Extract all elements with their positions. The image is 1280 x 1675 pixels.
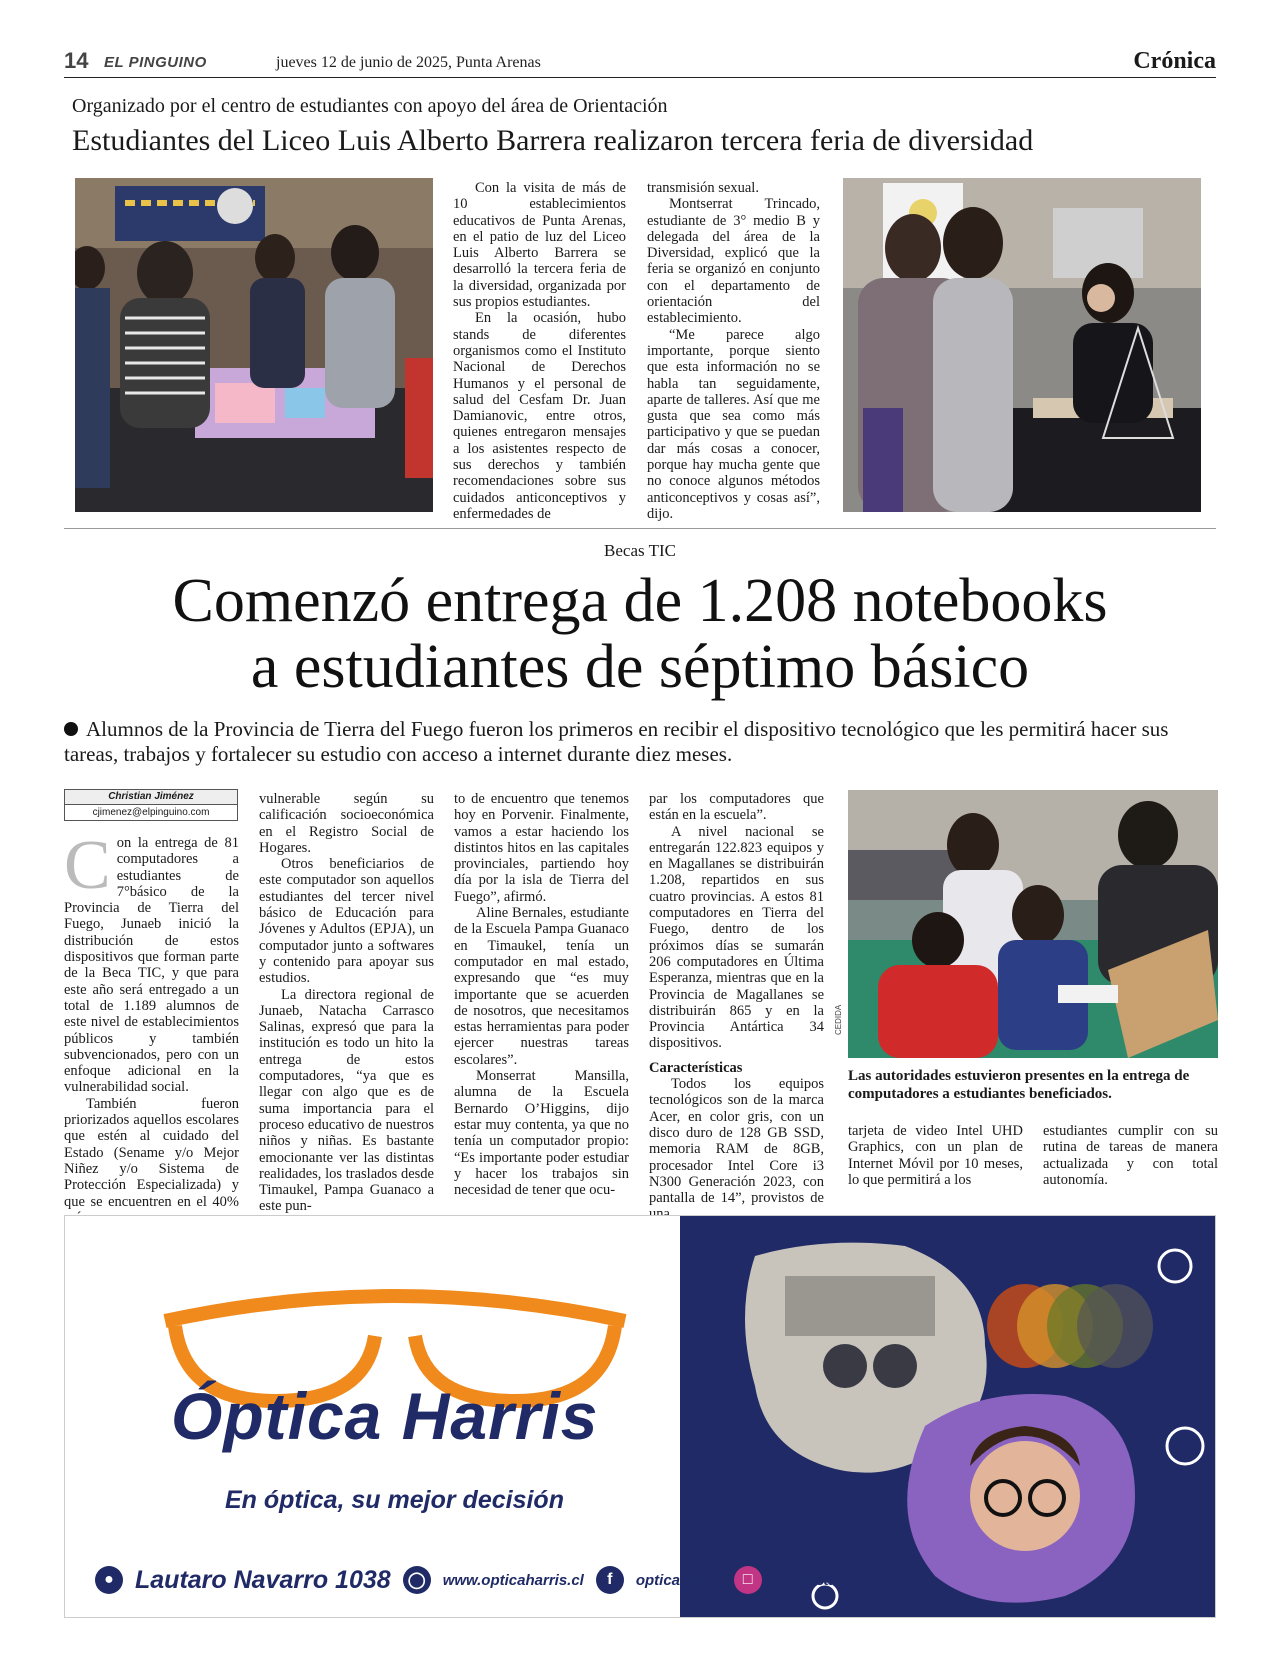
paragraph: Montserrat Trincado, estudiante de 3° medio B y delegada del área de la Diversidad, explicó que la feria se organizó en conjunto con el departamento de orientación del establecimiento. bbox=[647, 196, 820, 327]
paragraph: Monserrat Mansilla, alumna de la Escuela Bernardo O’Higgins, dijo estar muy contenta, ya que no tenía un computador propio: “Es importante poder estudiar y hacer los trabajos sin necesidad de tener que ocu- bbox=[454, 1068, 629, 1199]
headline-line2: a estudiantes de séptimo básico bbox=[250, 633, 1030, 701]
page-number: 14 bbox=[64, 48, 89, 73]
optica-harris-ad[interactable] bbox=[64, 1215, 1216, 1618]
main-story-col6 bbox=[1043, 1123, 1218, 1188]
top-story-kicker: Organizado por el centro de estudiantes con apoyo del área de Orientación bbox=[72, 95, 668, 117]
top-story-col2 bbox=[647, 180, 820, 522]
photo-credit: CEDIDA bbox=[834, 1004, 843, 1035]
main-story-deck bbox=[64, 717, 1214, 767]
section-divider bbox=[64, 528, 1216, 529]
ad-brand: Óptica Harris bbox=[171, 1379, 599, 1453]
main-story-col5 bbox=[848, 1123, 1023, 1188]
paragraph: to de encuentro que tenemos hoy en Porvenir. Finalmente, vamos a estar haciendo los distintos hitos en las capitales provinciales, partiendo hoy día por la isla de Tierra del Fuego”, afirmó. bbox=[454, 791, 629, 905]
paragraph: A nivel nacional se entregarán 122.823 equipos y en Magallanes se distribuirán 1.208, repartidos en sus cuatro provincias. A estos 81 computadores en Tierra del Fuego, dentro de los próximos días se sumarán 206 computadores en Última Esperanza, mientras que en la Provincia de Magallanes se distribuirán 865 y en la Provincia Antártica 34 dispositivos. bbox=[649, 823, 824, 1052]
paragraph-text: on la entrega de 81 computadores a estudiantes de 7°básico de la Provincia de Tierra del Fuego, Junaeb inició la distribución de estos dispositivos que forman parte de la Beca TIC, y que para este año será entregado a un total de 1.189 alumnos de este nivel de establecimientos públicos y también subvencionados, pero con un enfoque adicional en la vulnerabilidad social. bbox=[64, 835, 239, 1096]
ad-website[interactable]: www.opticaharris.cl bbox=[442, 1571, 584, 1589]
main-story-kicker: Becas TIC bbox=[604, 541, 676, 560]
top-story-col1 bbox=[453, 180, 626, 522]
paragraph: par los computadores que están en la escuela”. bbox=[649, 791, 824, 824]
facebook-icon[interactable]: f bbox=[596, 1566, 624, 1594]
page-header bbox=[64, 48, 1216, 78]
subheading: Características bbox=[649, 1059, 743, 1076]
main-story-col2 bbox=[259, 791, 434, 1215]
main-story-headline bbox=[0, 568, 1280, 700]
ad-instagram[interactable]: @opticaharris bbox=[773, 1571, 875, 1589]
top-story-headline: Estudiantes del Liceo Luis Alberto Barrera realizaron tercera feria de diversidad bbox=[72, 124, 1034, 157]
instagram-icon[interactable]: □ bbox=[734, 1566, 762, 1594]
paragraph: transmisión sexual. bbox=[647, 180, 759, 196]
globe-icon: ◯ bbox=[403, 1566, 431, 1594]
paragraph: “Me parece algo importante, porque siento que esta información no se habla tan seguidamente, aparte de talleres. Así que me gusta que sea como más participativo y que se puedan dar más cosas a conocer, porque hay mucha gente que no conoce algunos métodos anticonceptivos y cosas así”, dijo. bbox=[647, 326, 820, 522]
drop-cap: C bbox=[64, 827, 111, 904]
deck-text: Alumnos de la Provincia de Tierra del Fuego fueron los primeros en recibir el dispositivo tecnológico que les permitirá hacer sus tareas, trabajos y fortalecer su estudio con acceso a internet durante diez meses. bbox=[64, 717, 1169, 766]
ad-address: Lautaro Navarro 1038 bbox=[135, 1565, 391, 1594]
fair-photo-right bbox=[843, 178, 1201, 512]
notebook-delivery-photo bbox=[848, 790, 1218, 1058]
lens-swatches bbox=[987, 1284, 1153, 1368]
headline-line1: Comenzó entrega de 1.208 notebooks bbox=[172, 567, 1108, 635]
section-title: Crónica bbox=[1133, 48, 1216, 74]
location-pin-icon: ● bbox=[95, 1566, 123, 1594]
main-story-col3 bbox=[454, 791, 629, 1198]
paragraph: También fueron priorizados aquellos escolares que estén al cuidado del Estado (Sename y/o Mejor Niñez y/o Sistema de Protección Especializada) y que se encuentren en el 40% bbox=[64, 1095, 239, 1210]
paragraph: estudiantes cumplir con su rutina de tareas de manera actualizada y con total autonomía. bbox=[1043, 1123, 1218, 1188]
byline bbox=[64, 789, 238, 821]
ad-tagline: En óptica, su mejor decisión bbox=[225, 1486, 564, 1514]
newspaper-logo: EL PINGUINO bbox=[104, 54, 207, 71]
paragraph: tarjeta de video Intel UHD Graphics, con un plan de Internet Móvil por 10 meses, lo que permitirá a los bbox=[848, 1123, 1023, 1188]
paragraph: Con la visita de más de 10 establecimientos educativos de Punta Arenas, en el patio de luz del Liceo Luis Alberto Barrera se desarrolló la tercera feria de la diversidad, organizada por sus propios estudiantes. bbox=[453, 180, 626, 311]
date-place: jueves 12 de junio de 2025, Punta Arenas bbox=[276, 54, 541, 71]
main-story-col4 bbox=[649, 791, 824, 1223]
bullet-icon bbox=[64, 722, 78, 736]
fair-photo-left bbox=[75, 178, 433, 512]
ad-facebook[interactable]: opticaharris bbox=[635, 1571, 722, 1589]
paragraph: vulnerable según su calificación socioeconómica en el Registro Social de Hogares. bbox=[259, 791, 434, 856]
author-name: Christian Jiménez bbox=[65, 790, 237, 805]
paragraph: Todos los equipos tecnológicos son de la marca Acer, en color gris, con un disco duro de 128 GB SSD, memoria RAM de 8GB, procesador Intel Core i3 N300 Generación 2023, con pantalla de 14”, provistos de bbox=[649, 1076, 824, 1207]
paragraph: En la ocasión, hubo stands de diferentes organismos como el Instituto Nacional de Derechos Humanos y el personal de salud del Cesfam Dr. Juan Damianovic, entre otros, quienes entregaron mensajes a los asistentes respecto de sus derechos y también recomendaciones sobre sus cuidados anticonceptivos y enfermedades de bbox=[453, 310, 626, 522]
paragraph: Aline Bernales, estudiante de la Escuela Pampa Guanaco en Timaukel, tenía un computador en mal estado, expresando que “es muy importante que se acuerden de nosotros, que necesitamos estas herramientas para poder ejercer nuestras tareas escolares”. bbox=[454, 905, 629, 1068]
author-email[interactable]: cjimenez@elpinguino.com bbox=[92, 807, 210, 818]
paragraph: Otros beneficiarios de este computador son aquellos estudiantes del tercer nivel básico de Educación para Jóvenes y Adultos (EPJA), un computador junto a softwares y contenido para apoyar sus estudios. bbox=[259, 856, 434, 987]
paragraph bbox=[64, 827, 239, 1096]
photo-caption: Las autoridades estuvieron presentes en la entrega de computadores a estudiantes beneficiados. bbox=[848, 1068, 1190, 1102]
paragraph: La directora regional de Junaeb, Natacha Carrasco Salinas, expresó que para la institución es todo un hito la entrega de estos computadores, “ya que es llegar con algo que es de suma importancia para el proceso educativo de nuestros niños y niñas. Es bastante emocionante ver las distintas realidades, los traslados desde Timaukel, Pampa Guanaco a este pun- bbox=[259, 986, 434, 1215]
main-story-col1 bbox=[64, 827, 239, 1226]
ad-contact-bar bbox=[95, 1562, 874, 1598]
